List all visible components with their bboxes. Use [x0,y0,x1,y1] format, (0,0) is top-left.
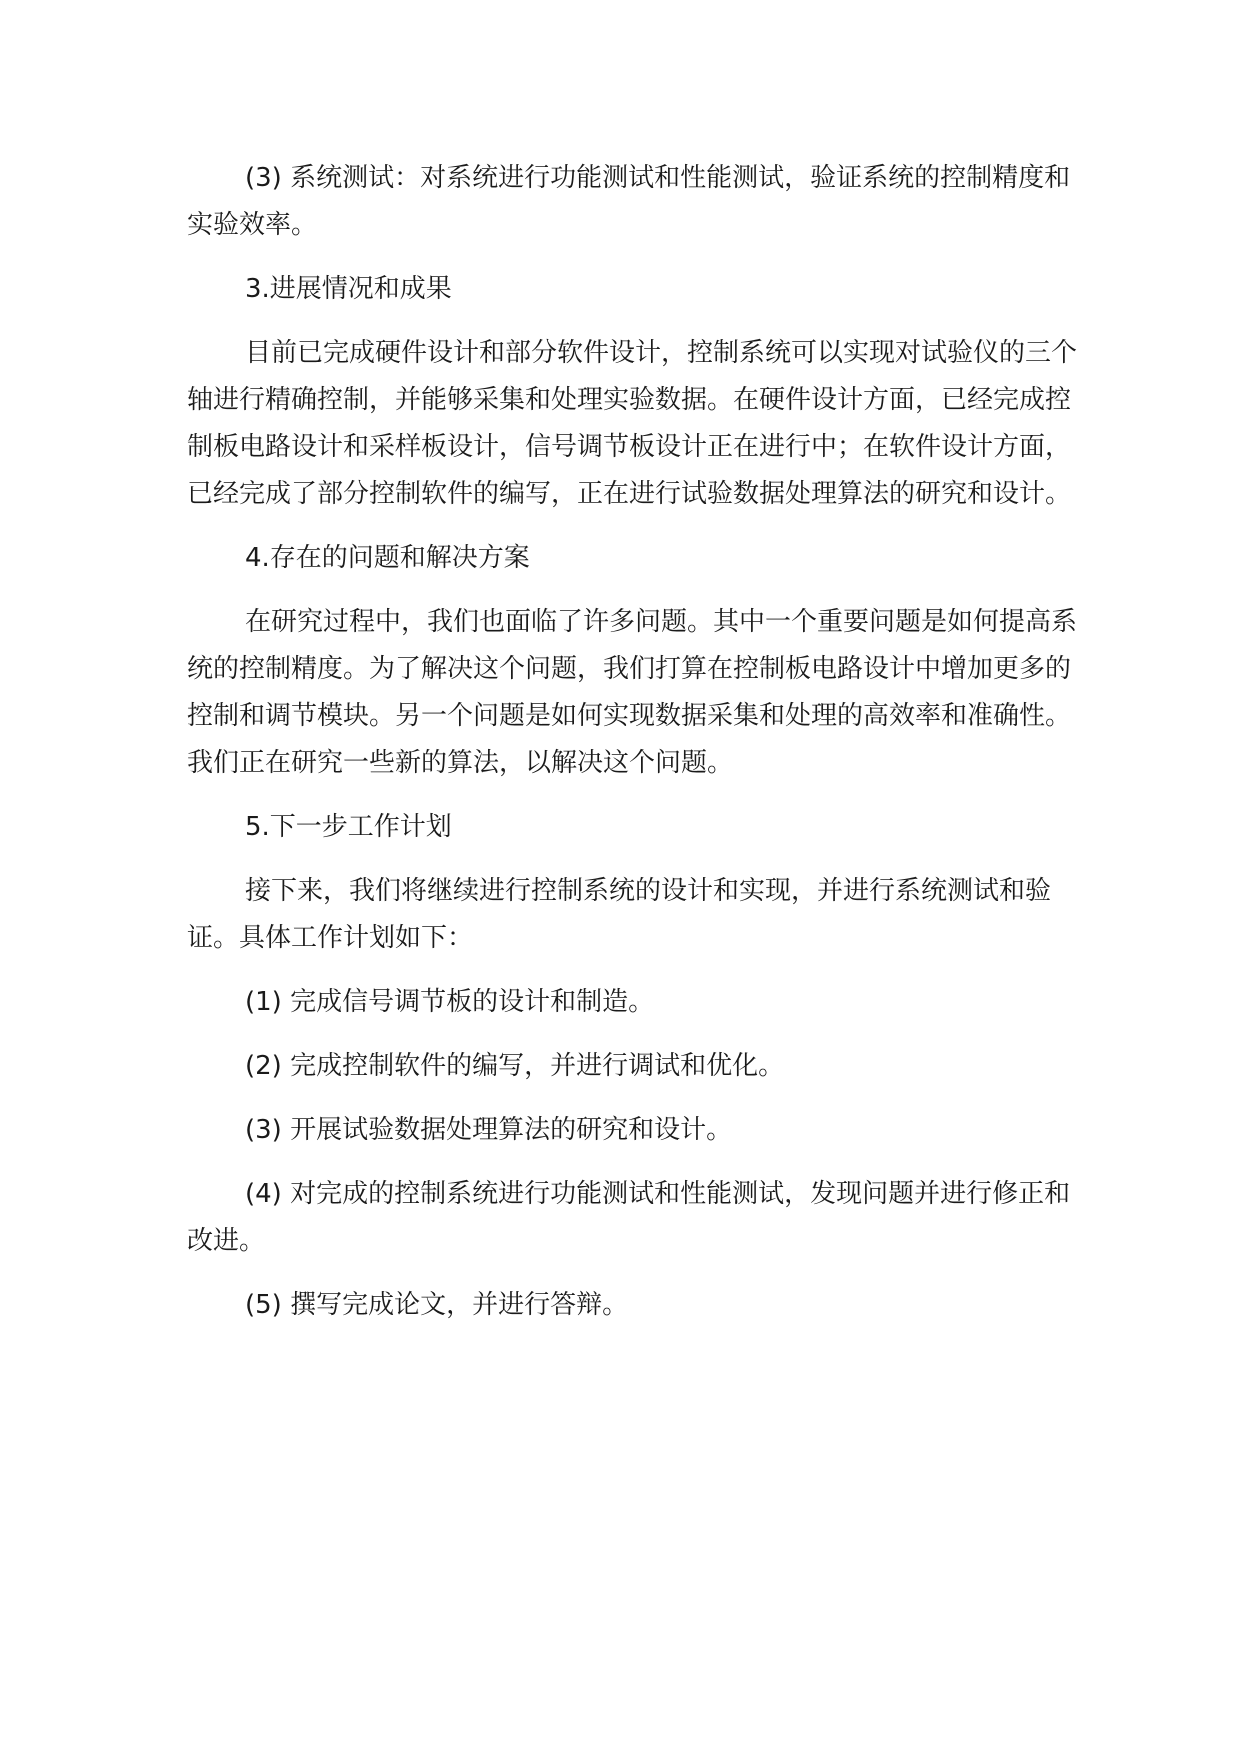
plan-item-4: (4) 对完成的控制系统进行功能测试和性能测试，发现问题并进行修正和改进。 [187,1179,1071,1256]
plan-item-3: (3) 开展试验数据处理算法的研究和设计。 [245,1115,733,1145]
section-heading-progress: 3.进展情况和成果 [245,274,452,304]
paragraph-problems: 在研究过程中，我们也面临了许多问题。其中一个重要问题是如何提高系统的控制精度。为了解决这个问题，我们打算在控制板电路设计中增加更多的控制和调节模块。另一个问题是如何实现数据采集和处理的高效率和准确性。我们正在研究一些新的算法，以解决这个问题。 [187,607,1078,778]
section-heading-next-plan: 5.下一步工作计划 [245,812,452,842]
plan-item-1: (1) 完成信号调节板的设计和制造。 [245,987,655,1017]
plan-item-5: (5) 撰写完成论文，并进行答辩。 [245,1290,629,1320]
document-body [187,155,1077,1346]
paragraph-progress: 目前已完成硬件设计和部分软件设计，控制系统可以实现对试验仪的三个轴进行精确控制，并能够采集和处理实验数据。在硬件设计方面，已经完成控制板电路设计和采样板设计，信号调节板设计正在进行中；在软件设计方面，已经完成了部分控制软件的编写，正在进行试验数据处理算法的研究和设计。 [187,338,1078,509]
plan-item-2: (2) 完成控制软件的编写，并进行调试和优化。 [245,1051,785,1081]
section-heading-problems: 4.存在的问题和解决方案 [245,543,530,573]
paragraph-system-test: (3) 系统测试：对系统进行功能测试和性能测试，验证系统的控制精度和实验效率。 [187,163,1071,240]
paragraph-next-plan: 接下来，我们将继续进行控制系统的设计和实现，并进行系统测试和验证。具体工作计划如下： [187,876,1052,953]
